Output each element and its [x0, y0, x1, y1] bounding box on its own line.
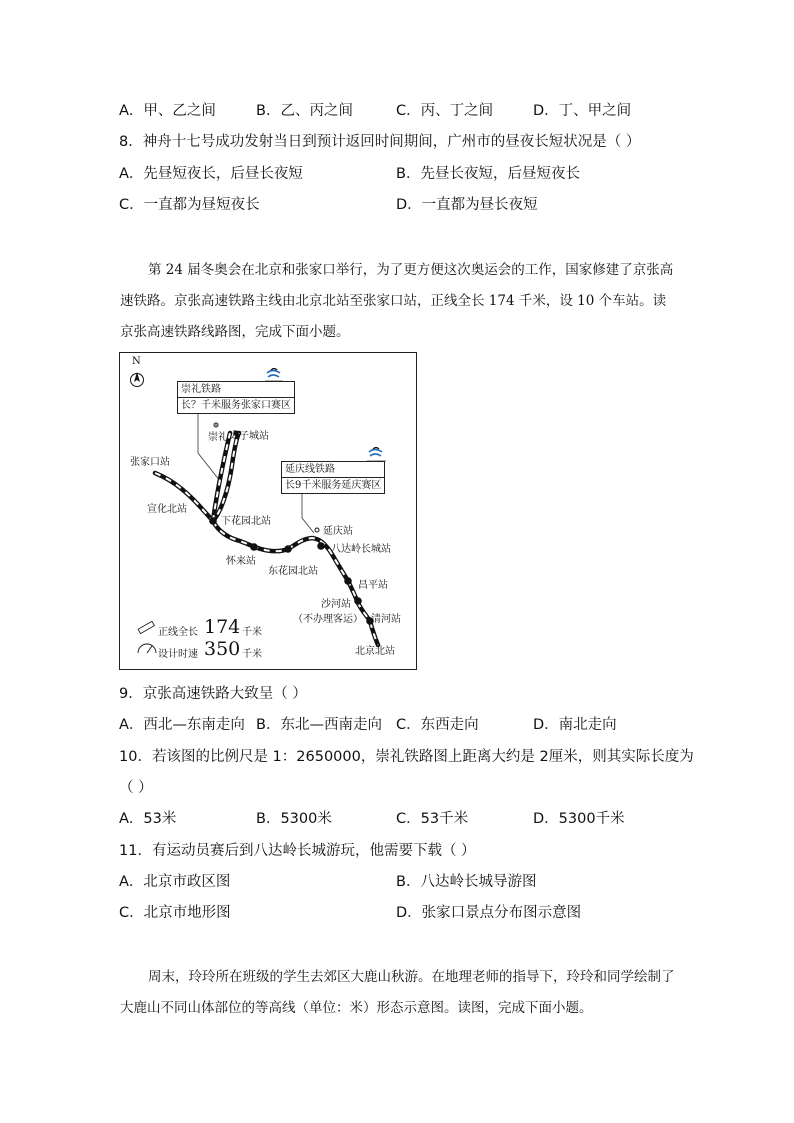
yanqing-railway-title: 延庆线铁路 — [285, 464, 335, 475]
legend-speed-value: 350 — [204, 638, 241, 660]
station-label-taizicheng: 太子城站 — [229, 431, 269, 442]
station-label-beijingbei: 北京北站 — [355, 646, 395, 657]
station-dot-badaling — [317, 542, 325, 550]
station-label-qinghe: 清河站 — [371, 614, 401, 625]
station-label-xuanhuabei: 宣化北站 — [147, 504, 187, 515]
q11-option-a: A．北京市政区图 — [119, 874, 231, 890]
station-dot-xiahuayuanbei — [209, 517, 217, 525]
q11-option-c: C．北京市地形图 — [119, 905, 231, 921]
station-label-zhangjiakou: 张家口站 — [130, 457, 170, 468]
q10-option-a: A．53米 — [119, 811, 177, 827]
station-dot-shahe — [354, 597, 362, 605]
q8-option-a: A．先昼短夜长，后昼长夜短 — [119, 166, 303, 182]
yanqing-railway-box — [281, 461, 385, 494]
station-label-shahe: 沙河站 — [321, 599, 351, 610]
yanqing-railway-desc: 长9千米服务延庆赛区 — [282, 477, 384, 493]
legend-length-label: 正线全长 — [158, 627, 198, 638]
q9-option-d: D．南北走向 — [533, 717, 617, 733]
station-label-badaling: 八达岭长城站 — [331, 544, 391, 555]
q8-option-b: B．先昼长夜短，后昼短夜长 — [396, 166, 580, 182]
chongli-railway-title: 崇礼铁路 — [181, 384, 221, 395]
q10-option-d: D．5300千米 — [533, 811, 625, 827]
station-label-donghuayuanbei: 东花园北站 — [268, 566, 318, 577]
legend-length-value: 174 — [204, 616, 241, 638]
q11-stem: 11．有运动员赛后到八达岭长城游玩，他需要下载（ ） — [119, 843, 476, 859]
station-dot-yanqing — [315, 528, 319, 532]
legend-speed-label: 设计时速 — [158, 649, 198, 660]
speedometer-icon — [138, 644, 156, 653]
station-dot-donghuayuanbei — [284, 545, 292, 553]
q8-option-c: C．一直都为昼短夜长 — [119, 197, 260, 213]
q7-option-d: D．丁、甲之间 — [533, 103, 632, 119]
q9-option-b: B．东北—西南走向 — [256, 717, 382, 733]
station-dot-changping — [344, 577, 352, 585]
q10-option-c: C．53千米 — [396, 811, 469, 827]
station-label-xiahuayuanbei: 下花园北站 — [221, 516, 271, 527]
station-label-changping: 昌平站 — [358, 580, 388, 591]
q8-option-d: D．一直都为昼长夜短 — [396, 197, 538, 213]
passage-daluoshan: 周末，玲玲所在班级的学生去郊区大鹿山秋游。在地理老师的指导下，玲玲和同学绘制了大鹿山不同山体部位的等高线（单位：米）形态示意图。读图，完成下面小题。 — [120, 969, 675, 1016]
station-label-shahe-note: （不办理客运） — [293, 614, 363, 625]
station-label-chongli: 崇礼 — [208, 432, 228, 443]
station-label-yanqing: 延庆站 — [323, 526, 353, 537]
q10-stem-bracket: （ ） — [119, 780, 153, 796]
chongli-railway-box — [177, 381, 295, 414]
passage-winter-olympics: 第 24 届冬奥会在北京和张家口举行，为了更方便这次奥运会的工作，国家修建了京张高速铁路。京张高速铁路主线由北京北站至张家口站，正线全长 174 千米，设 10 个车站。读京张高速铁路线路图，完成下面小题。 — [120, 262, 674, 340]
q8-stem: 8．神舟十七号成功发射当日到预计返回时间期间，广州市的昼夜长短状况是（ ） — [119, 134, 641, 150]
q7-option-a: A．甲、乙之间 — [119, 103, 216, 119]
station-label-huailai: 怀来站 — [226, 556, 256, 567]
q10-stem: 10．若该图的比例尺是 1：2650000，崇礼铁路图上距离大约是 2厘米，则其实际长度为 — [119, 749, 694, 765]
legend-speed-unit: 千米 — [242, 649, 262, 660]
q7-option-b: B．乙、丙之间 — [256, 103, 353, 119]
q11-option-b: B．八达岭长城导游图 — [396, 874, 537, 890]
ruler-icon — [138, 621, 154, 633]
railway-map — [119, 352, 417, 670]
legend-length-unit: 千米 — [242, 627, 262, 638]
station-dot-huailai — [250, 543, 258, 551]
q7-option-c: C．丙、丁之间 — [396, 103, 494, 119]
q10-option-b: B．5300米 — [256, 811, 332, 827]
q9-option-c: C．东西走向 — [396, 717, 479, 733]
q9-stem: 9．京张高速铁路大致呈（ ） — [119, 686, 307, 702]
chongli-railway-desc: 长？千米服务张家口赛区 — [178, 397, 294, 413]
north-label: N — [132, 356, 141, 367]
q11-option-d: D．张家口景点分布图示意图 — [396, 905, 582, 921]
q9-option-a: A．西北—东南走向 — [119, 717, 245, 733]
